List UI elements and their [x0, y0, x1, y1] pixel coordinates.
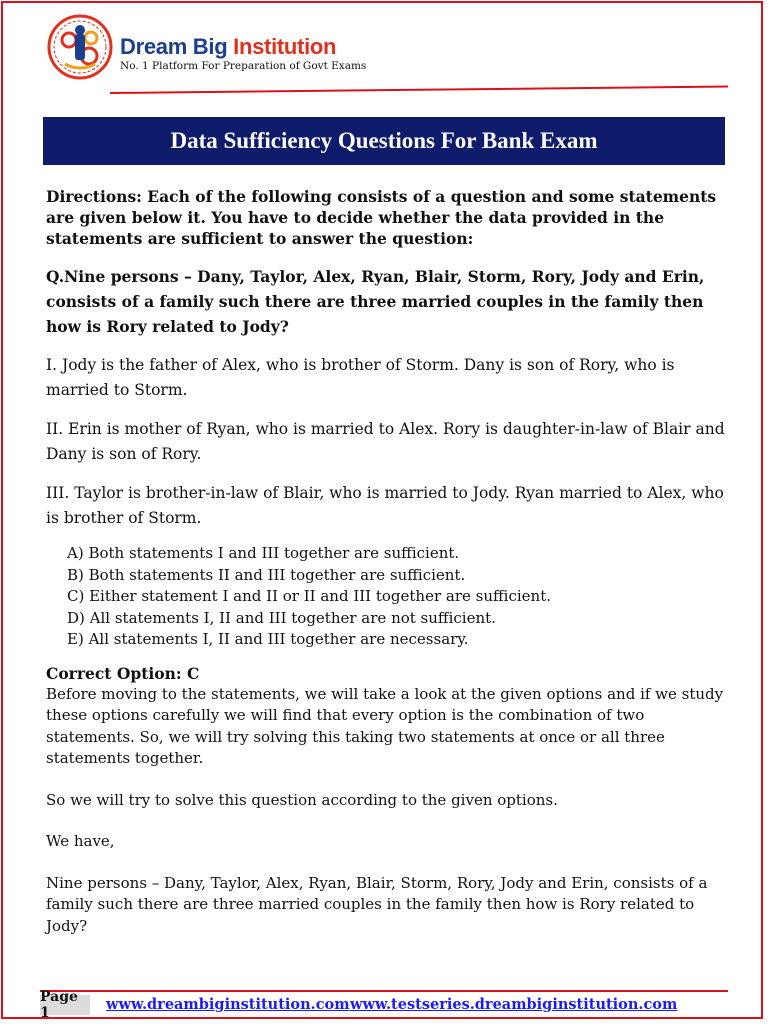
footer-divider [40, 990, 728, 992]
brand-name-part1: Dream Big [120, 34, 234, 59]
brand-tagline: No. 1 Platform For Preparation of Govt Exams [120, 60, 367, 72]
explanation-paragraph-4: Nine persons – Dany, Taylor, Alex, Ryan, Blair, Storm, Rory, Jody and Erin, consists of a family such there are three married couples in the family then how is Rory related to Jody? [46, 873, 708, 935]
website-link[interactable]: www.dreambiginstitution.com [106, 996, 350, 1013]
statement-3: III. Taylor is brother-in-law of Blair, who is married to Jody. Ryan married to Alex, who is brother of Storm. [46, 484, 724, 527]
directions-text: Directions: Each of the following consists of a question and some statements are given below it. You have to decide whether the data provided in the statements are sufficient to answer the question: [46, 187, 717, 248]
institution-logo [47, 14, 113, 80]
page-number: Page 1 [40, 995, 90, 1015]
answer-options [46, 543, 726, 651]
option-e: E) All statements I, II and III together are necessary. [67, 630, 469, 648]
option-c: C) Either statement I and II or II and III together are sufficient. [67, 587, 552, 605]
correct-option: Correct Option: C [46, 663, 200, 683]
document-body [46, 186, 726, 937]
question-text: Q.Nine persons – Dany, Taylor, Alex, Ryan, Blair, Storm, Rory, Jody and Erin, consists of a family such there are three married couples in the family then how is Rory related to Jody? [46, 267, 705, 336]
brand-name-part2: Institution [233, 34, 337, 59]
brand-name [120, 34, 336, 60]
option-a: A) Both statements I and III together are sufficient. [67, 544, 460, 562]
explanation-paragraph-3: We have, [46, 832, 115, 850]
option-b: B) Both statements II and III together are sufficient. [67, 565, 466, 584]
statement-1: I. Jody is the father of Alex, who is brother of Storm. Dany is son of Rory, who is married to Storm. [46, 356, 675, 399]
explanation-paragraph-1: Before moving to the statements, we will take a look at the given options and if we study these options carefully we will find that every option is the combination of two statements. So, we will try solving this taking two statements at once or all three statements together. [46, 684, 724, 767]
page-title: Data Sufficiency Questions For Bank Exam [43, 117, 725, 165]
option-d: D) All statements I, II and III together are not sufficient. [67, 608, 496, 627]
test-series-link[interactable]: www.testseries.dreambiginstitution.com [350, 996, 678, 1013]
page-footer [40, 989, 730, 1021]
explanation-paragraph-2: So we will try to solve this question according to the given options. [46, 790, 558, 809]
statement-2: II. Erin is mother of Ryan, who is married to Alex. Rory is daughter-in-law of Blair and Dany is son of Rory. [46, 420, 725, 463]
